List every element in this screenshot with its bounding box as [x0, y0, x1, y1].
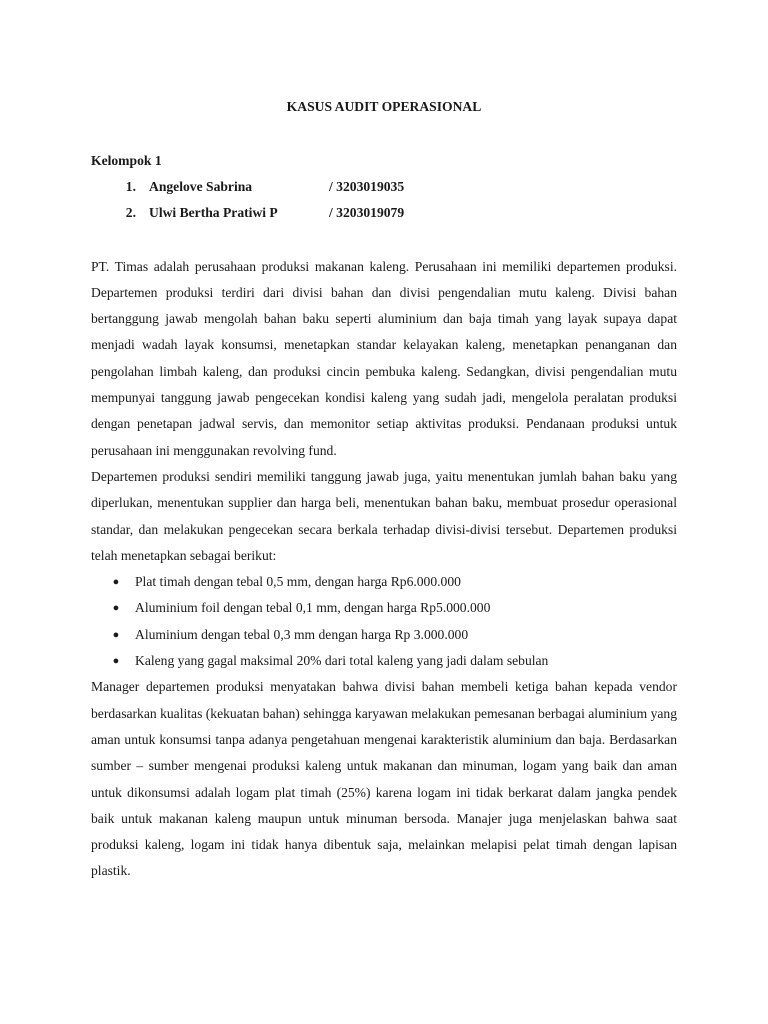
- member-item: [91, 174, 677, 200]
- bullet-item: [91, 648, 677, 674]
- bullet-item: [91, 569, 677, 595]
- bullet-list: [91, 569, 677, 674]
- bullet-item: [91, 595, 677, 621]
- bullet-text: Kaleng yang gagal maksimal 20% dari total kaleng yang jadi dalam sebulan: [135, 653, 549, 669]
- bullet-text: Aluminium dengan tebal 0,3 mm dengan harga Rp 3.000.000: [135, 626, 469, 642]
- bullet-icon: ●: [112, 602, 120, 615]
- paragraph-company-overview: PT. Timas adalah perusahaan produksi makanan kaleng. Perusahaan ini memiliki departemen produksi. Departemen produksi terdiri dari divisi bahan dan divisi pengendalian mutu kaleng. Divisi bahan bertanggung jawab mengolah bahan baku seperti aluminium dan baja timah yang layak supaya dapat menjadi wadah layak konsumsi, menetapkan standar kelayakan kaleng, menetapkan penanganan dan pengolahan limbah kaleng, dan produksi cincin pembuka kaleng. Sedangkan, divisi pengendalian mutu mempunyai tanggung jawab pengecekan kondisi kaleng yang sudah jadi, mengelola peralatan produksi dengan penetapan jadwal servis, dan memonitor setiap aktivitas produksi. Pendanaan produksi untuk perusahaan ini menggunakan revolving fund.: [91, 258, 677, 458]
- bullet-text: Aluminium foil dengan tebal 0,1 mm, dengan harga Rp5.000.000: [135, 600, 491, 616]
- bullet-icon: ●: [112, 576, 120, 589]
- document-title: KASUS AUDIT OPERASIONAL: [286, 99, 482, 114]
- bullet-text: Plat timah dengan tebal 0,5 mm, dengan harga Rp6.000.000: [135, 574, 461, 590]
- member-item: [91, 200, 677, 226]
- bullet-item: [91, 622, 677, 648]
- member-number: 1.: [125, 179, 136, 194]
- member-nim: / 3203019035: [329, 179, 405, 194]
- member-nim: / 3203019079: [329, 205, 405, 221]
- member-number: 2.: [125, 205, 136, 221]
- document-page: [91, 94, 677, 885]
- member-name: Ulwi Bertha Pratiwi P: [149, 205, 278, 221]
- paragraph-manager-statement: Manager departemen produksi menyatakan bahwa divisi bahan membeli ketiga bahan kepada vendor berdasarkan kualitas (kekuatan bahan) sehingga karyawan melakukan pemesanan berbagai aluminium yang aman untuk konsumsi tanpa adanya pengetahuan mengenai karakteristik aluminium dan baja. Berdasarkan sumber – sumber mengenai produksi kaleng untuk makanan dan minuman, logam yang baik dan aman untuk dikonsumsi adalah logam plat timah (25%) karena logam ini tidak berkarat dalam jangka pendek baik untuk makanan kaleng maupun untuk minuman bersoda. Manajer juga menjelaskan bahwa saat produksi kaleng, logam ini tidak hanya dibentuk saja, melainkan melapisi pelat timah dengan lapisan plastik.: [91, 679, 677, 879]
- member-list: [91, 174, 677, 227]
- paragraph-department-duties: Departemen produksi sendiri memiliki tanggung jawab juga, yaitu menentukan jumlah bahan baku yang diperlukan, menentukan supplier dan harga beli, menentukan bahan baku, membuat prosedur operasional standar, dan melakukan pengecekan secara berkala terhadap divisi-divisi tersebut. Departemen produksi telah menetapkan sebagai berikut:: [91, 468, 677, 563]
- bullet-icon: ●: [112, 628, 120, 641]
- member-name: Angelove Sabrina: [149, 179, 253, 194]
- bullet-icon: ●: [112, 655, 120, 668]
- group-label: Kelompok 1: [91, 153, 162, 168]
